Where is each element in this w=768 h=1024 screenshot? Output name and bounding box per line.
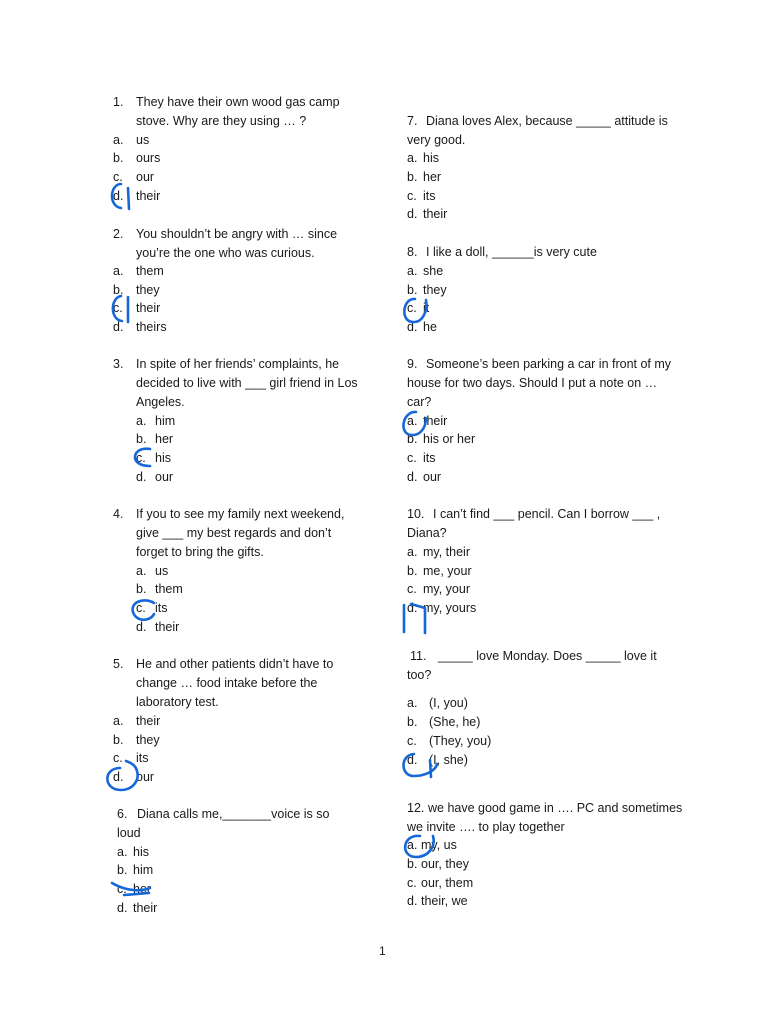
question-text: Diana calls me,_______voice is so (137, 807, 330, 821)
question-text: stove. Why are they using … ? (136, 114, 307, 128)
option-letter: a. (113, 133, 124, 147)
option-letter: a. (136, 564, 147, 578)
option-letter: c. (407, 876, 417, 890)
option-letter: b. (117, 863, 128, 877)
option-letter: c. (136, 451, 146, 465)
option-text: my, yours (423, 601, 477, 615)
question-text: Diana loves Alex, because _____ attitude is (426, 114, 668, 128)
question-text: In spite of her friends’ complaints, he (136, 357, 340, 371)
option-text: her (155, 432, 174, 446)
option-letter: d. (407, 601, 418, 615)
option-text: our (136, 170, 155, 184)
question-text: we invite …. to play together (407, 820, 565, 834)
option-letter: d. (407, 753, 418, 767)
answer-mark-q6 (112, 883, 150, 895)
option-text: his (133, 845, 149, 859)
option-text: (They, you) (429, 734, 492, 748)
question-number: 12. (407, 801, 425, 815)
answer-mark-q8 (404, 299, 426, 322)
option-letter: d. (136, 620, 147, 634)
option-text: him (155, 414, 176, 428)
question-text: laboratory test. (136, 695, 219, 709)
option-text: he (423, 320, 437, 334)
option-letter: d. (136, 470, 147, 484)
question-text: Someone’s been parking a car in front of my (426, 357, 672, 371)
option-letter: a. (407, 838, 418, 852)
option-letter: c. (113, 751, 123, 765)
option-text: my, their (423, 545, 470, 559)
option-text: their (423, 414, 448, 428)
option-letter: a. (113, 714, 124, 728)
answer-mark-q9 (403, 412, 426, 435)
option-letter: a. (113, 264, 124, 278)
question-text: give ___ my best regards and don’t (136, 526, 332, 540)
question-text: Diana? (407, 526, 447, 540)
option-letter: d. (117, 901, 128, 915)
option-letter: c. (407, 582, 417, 596)
answer-mark-q3 (135, 449, 150, 466)
question-number: 3. (113, 357, 124, 371)
page-number: 1 (379, 944, 386, 958)
option-letter: b. (407, 857, 418, 871)
option-text: they (136, 283, 160, 297)
option-text: her (133, 882, 152, 896)
option-letter: b. (136, 582, 147, 596)
option-text: their (133, 901, 158, 915)
answer-mark-q10 (404, 604, 425, 633)
option-letter: d. (113, 189, 124, 203)
question-text: decided to live with ___ girl friend in Los (136, 376, 358, 390)
option-letter: b. (407, 715, 418, 729)
question-text: very good. (407, 133, 466, 147)
option-letter: a. (407, 545, 418, 559)
option-text: us (136, 133, 150, 147)
option-text: our (423, 470, 442, 484)
question-text: house for two days. Should I put a note on … (407, 376, 658, 390)
question-text: car? (407, 395, 432, 409)
option-letter: c. (117, 882, 127, 896)
option-letter: c. (113, 170, 123, 184)
answer-mark-q4 (133, 600, 154, 619)
option-text: (She, he) (429, 715, 481, 729)
option-text: they (423, 283, 447, 297)
option-letter: b. (113, 733, 124, 747)
option-letter: c. (407, 189, 417, 203)
option-text: its (136, 751, 149, 765)
option-text: their (136, 714, 161, 728)
question-text: too? (407, 668, 432, 682)
option-text: their (136, 301, 161, 315)
option-text: she (423, 264, 444, 278)
option-letter: b. (407, 564, 418, 578)
question-number: 4. (113, 507, 124, 521)
option-letter: a. (407, 696, 418, 710)
option-text: its (155, 601, 168, 615)
question-text: change … food intake before the (136, 676, 318, 690)
question-text: You shouldn’t be angry with … since (136, 227, 338, 241)
option-text: my, us (421, 838, 457, 852)
option-letter: a. (117, 845, 128, 859)
option-letter: d. (113, 770, 124, 784)
question-text: I like a doll, ______is very cute (426, 245, 597, 259)
option-letter: a. (407, 414, 418, 428)
option-text: us (155, 564, 169, 578)
option-text: him (133, 863, 154, 877)
question-number: 6. (117, 807, 128, 821)
option-letter: d. (113, 320, 124, 334)
question-text: forget to bring the gifts. (136, 545, 264, 559)
option-text: them (155, 582, 183, 596)
option-text: them (136, 264, 164, 278)
option-text: his (423, 151, 439, 165)
option-letter: a. (407, 264, 418, 278)
answer-mark-q5 (107, 761, 137, 790)
option-letter: b. (113, 151, 124, 165)
question-text: If you to see my family next weekend, (136, 507, 345, 521)
option-text: me, your (423, 564, 472, 578)
option-letter: c. (407, 301, 417, 315)
option-text: their, we (421, 894, 468, 908)
option-letter: d. (407, 320, 418, 334)
question-text: you’re the one who was curious. (136, 246, 315, 260)
question-number: 2. (113, 227, 124, 241)
option-text: our (136, 770, 155, 784)
option-letter: a. (136, 414, 147, 428)
option-text: its (423, 451, 436, 465)
option-letter: c. (136, 601, 146, 615)
option-letter: c. (407, 734, 417, 748)
option-text: my, your (423, 582, 470, 596)
option-letter: d. (407, 470, 418, 484)
question-text: They have their own wood gas camp (136, 95, 340, 109)
question-text: we have good game in …. PC and sometimes (428, 801, 683, 815)
question-number: 1. (113, 95, 124, 109)
answer-mark-q1 (112, 184, 129, 209)
option-letter: c. (407, 451, 417, 465)
question-number: 8. (407, 245, 418, 259)
question-number: 9. (407, 357, 418, 371)
option-text: it (423, 301, 430, 315)
question-text: I can’t find ___ pencil. Can I borrow ___ , (433, 507, 661, 521)
question-number: 5. (113, 657, 124, 671)
option-letter: b. (136, 432, 147, 446)
option-text: their (155, 620, 180, 634)
option-text: her (423, 170, 442, 184)
option-text: its (423, 189, 436, 203)
option-text: their (136, 189, 161, 203)
question-text: Angeles. (136, 395, 185, 409)
option-letter: b. (407, 283, 418, 297)
question-text: loud (117, 826, 141, 840)
option-text: theirs (136, 320, 167, 334)
option-text: his or her (423, 432, 476, 446)
option-text: (I, you) (429, 696, 468, 710)
question-text: _____ love Monday. Does _____ love it (438, 649, 657, 663)
option-text: ours (136, 151, 161, 165)
option-text: our (155, 470, 174, 484)
answer-mark-q11 (404, 754, 438, 777)
option-letter: b. (407, 170, 418, 184)
option-text: their (423, 207, 448, 221)
question-number: 7. (407, 114, 418, 128)
option-letter: d. (407, 207, 418, 221)
option-text: his (155, 451, 171, 465)
option-letter: b. (113, 283, 124, 297)
option-text: (I, she) (429, 753, 468, 767)
answer-mark-q12 (405, 836, 433, 857)
question-text: He and other patients didn’t have to (136, 657, 334, 671)
question-number: 11. (410, 649, 427, 663)
answer-mark-q2 (113, 296, 128, 322)
option-letter: c. (113, 301, 123, 315)
option-text: our, they (421, 857, 469, 871)
option-letter: a. (407, 151, 418, 165)
question-number: 10. (407, 507, 425, 521)
option-text: they (136, 733, 160, 747)
option-letter: b. (407, 432, 418, 446)
option-letter: d. (407, 894, 418, 908)
option-text: our, them (421, 876, 474, 890)
